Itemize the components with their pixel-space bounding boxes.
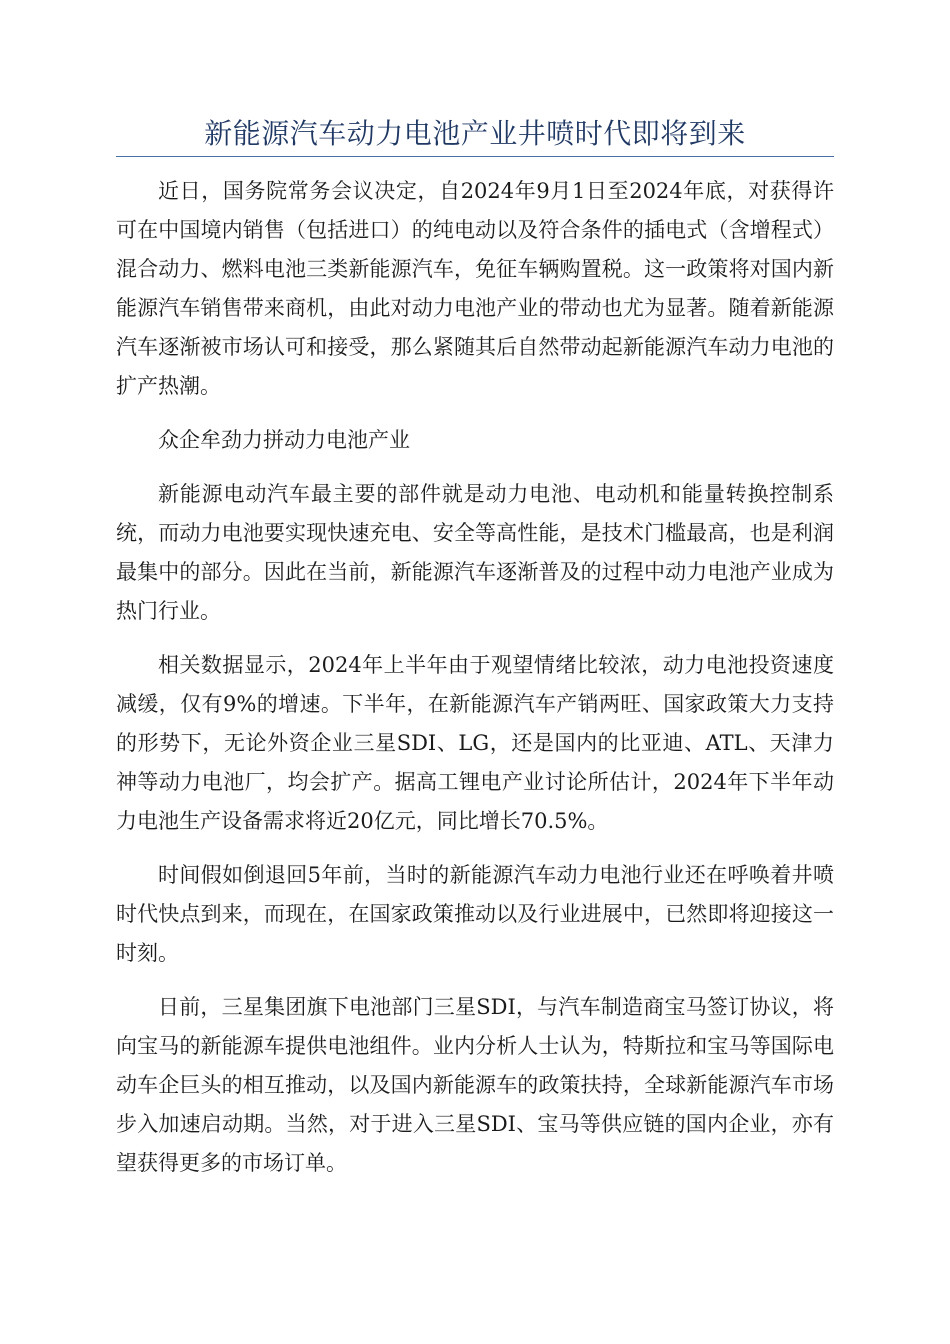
section-subheading: 众企牟劲力拼动力电池产业 (158, 428, 410, 452)
document-title: 新能源汽车动力电池产业井喷时代即将到来 (204, 117, 746, 150)
paragraph-data: 相关数据显示，2024年上半年由于观望情绪比较浓，动力电池投资速度减缓，仅有9%的增速。下半年，在新能源汽车产销两旺、国家政策大力支持的形势下，无论外资企业三星SDI、LG，还是国内的比亚迪、ATL、天津力神等动力电池厂，均会扩产。据高工锂电产业讨论所估计，2024年下半年动力电池生产设备需求将近20亿元，同比增长70.5%。 (116, 653, 834, 833)
paragraph-policy: 近日，国务院常务会议决定，自2024年9月1日至2024年底，对获得许可在中国境内销售（包括进口）的纯电动以及符合条件的插电式（含增程式）混合动力、燃料电池三类新能源汽车，免征车辆购置税。这一政策将对国内新能源汽车销售带来商机，由此对动力电池产业的带动也尤为显著。随着新能源汽车逐渐被市场认可和接受，那么紧随其后自然带动起新能源汽车动力电池的扩产热潮。 (116, 179, 834, 398)
paragraph-components: 新能源电动汽车最主要的部件就是动力电池、电动机和能量转换控制系统，而动力电池要实现快速充电、安全等高性能，是技术门槛最高，也是利润最集中的部分。因此在当前，新能源汽车逐渐普及的过程中动力电池产业成为热门行业。 (116, 482, 834, 623)
title-underline (116, 156, 834, 157)
document-body (116, 172, 834, 1198)
paragraph-history: 时间假如倒退回5年前，当时的新能源汽车动力电池行业还在呼唤着井喷时代快点到来，而现在，在国家政策推动以及行业进展中，已然即将迎接这一时刻。 (116, 863, 834, 965)
paragraph-samsung: 日前，三星集团旗下电池部门三星SDI，与汽车制造商宝马签订协议，将向宝马的新能源车提供电池组件。业内分析人士认为，特斯拉和宝马等国际电动车企巨头的相互推动，以及国内新能源车的政策扶持，全球新能源汽车市场步入加速启动期。当然，对于进入三星SDI、宝马等供应链的国内企业，亦有望获得更多的市场订单。 (116, 995, 834, 1175)
